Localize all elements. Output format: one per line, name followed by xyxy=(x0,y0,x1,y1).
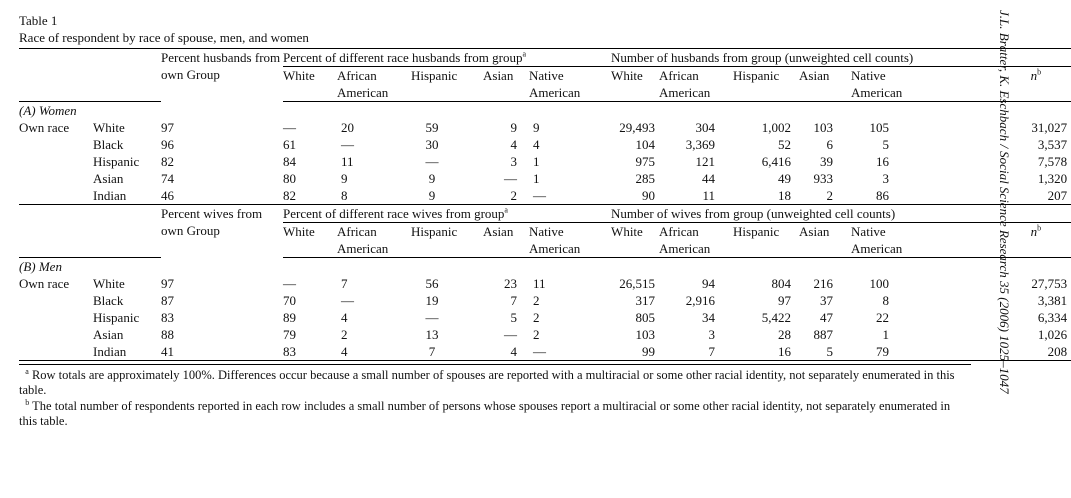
percent-cell: 9 xyxy=(533,120,540,135)
count-cell: 216 xyxy=(813,276,834,291)
n-cell: 3,381 xyxy=(1037,293,1068,308)
percent-cell: 79 xyxy=(283,327,296,342)
column-header: White xyxy=(603,67,659,102)
footnotes xyxy=(19,364,971,429)
footnote-b: $^b$ The total number of respondents reported in each row includes a small number of persons whose spouses report a multiracial or some other racial identity, not separately enumerated in this table. xyxy=(19,397,951,428)
column-header: Asian xyxy=(799,223,851,258)
n-cell: 1,320 xyxy=(1037,171,1068,186)
count-cell: 16 xyxy=(876,154,890,169)
count-cell: 887 xyxy=(813,327,834,342)
count-cell: 37 xyxy=(820,293,834,308)
percent-cell: 80 xyxy=(283,171,296,186)
n-cell: 31,027 xyxy=(1031,120,1068,135)
count-cell: 18 xyxy=(733,187,799,205)
table-row xyxy=(19,309,1071,326)
percent-cell: 4 xyxy=(510,137,517,152)
count-cell: 103 xyxy=(635,327,656,342)
table-row xyxy=(19,170,1071,187)
row-race: Black xyxy=(93,293,124,308)
percent-cell: 7 xyxy=(510,293,517,308)
table-title: Race of respondent by race of spouse, men, and women xyxy=(19,30,309,45)
count-cell: 2 xyxy=(799,187,851,205)
section-row xyxy=(19,102,1071,120)
row-race: Asian xyxy=(93,171,124,186)
header-row xyxy=(19,49,1071,67)
column-header: White xyxy=(283,223,337,258)
own-group-percent: 46 xyxy=(161,187,283,205)
n-cell: 208 xyxy=(931,343,1071,361)
percent-cell: 4 xyxy=(483,343,529,361)
row-race: Indian xyxy=(93,343,161,361)
percent-cell: 59 xyxy=(425,120,439,135)
percent-cell: — xyxy=(341,137,354,152)
own-race-label xyxy=(19,170,93,187)
percent-cell: 11 xyxy=(533,276,546,291)
header-percent-different: Percent of different race wives from group$^a$ xyxy=(283,205,603,223)
header-own-group: Percent husbands from own Group xyxy=(161,49,283,102)
count-cell: 1,002 xyxy=(761,120,792,135)
count-cell: 16 xyxy=(733,343,799,361)
count-cell: 86 xyxy=(851,187,931,205)
percent-cell: 83 xyxy=(283,343,337,361)
column-header: Asian xyxy=(483,67,529,102)
own-group-percent: 88 xyxy=(161,327,174,342)
own-race-label xyxy=(19,187,93,205)
percent-cell: 7 xyxy=(411,343,483,361)
count-cell: 6,416 xyxy=(761,154,792,169)
percent-cell: — xyxy=(504,327,517,342)
header-row xyxy=(19,205,1071,223)
column-header: African American xyxy=(659,67,733,102)
own-group-percent: 87 xyxy=(161,293,174,308)
percent-cell: 2 xyxy=(533,293,540,308)
percent-cell: — xyxy=(425,310,439,325)
percent-cell: — xyxy=(504,171,517,186)
table-row xyxy=(19,187,1071,205)
percent-cell: 7 xyxy=(341,276,348,291)
row-race: Indian xyxy=(93,187,161,205)
column-header: Asian xyxy=(799,67,851,102)
count-cell: 90 xyxy=(603,187,659,205)
count-cell: 49 xyxy=(778,171,792,186)
count-cell: 7 xyxy=(659,343,733,361)
count-cell: 34 xyxy=(702,310,716,325)
own-group-percent: 97 xyxy=(161,120,174,135)
table-row xyxy=(19,343,1071,361)
count-cell: 44 xyxy=(702,171,716,186)
percent-cell: 2 xyxy=(483,187,529,205)
count-cell: 105 xyxy=(869,120,890,135)
count-cell: 97 xyxy=(778,293,792,308)
count-cell: 28 xyxy=(778,327,792,342)
percent-cell: 1 xyxy=(533,171,540,186)
footnote-a: $^a$ Row totals are approximately 100%. Differences occur because a small number of spouses are reported with a multiracial or some other racial identity, not separately enumerated in this table. xyxy=(19,366,955,397)
count-cell: 2,916 xyxy=(685,293,716,308)
running-head: J.L. Bratter, K. Eschbach / Social Science Research 35 (2006) 1025–1047 xyxy=(997,10,1012,394)
own-group-percent: 97 xyxy=(161,276,174,291)
count-cell: 1 xyxy=(882,327,890,342)
percent-cell: 4 xyxy=(533,137,540,152)
column-header: Native American xyxy=(529,223,603,258)
percent-cell: 30 xyxy=(425,137,439,152)
count-cell: 26,515 xyxy=(619,276,656,291)
percent-cell: 9 xyxy=(341,171,348,186)
section-label: (B) Men xyxy=(19,259,62,274)
percent-cell: 9 xyxy=(411,187,483,205)
row-race: Asian xyxy=(93,327,124,342)
table-row xyxy=(19,326,1071,343)
n-cell: 7,578 xyxy=(1037,154,1068,169)
n-cell: 207 xyxy=(931,187,1071,205)
table-row xyxy=(19,275,1071,292)
percent-cell: — xyxy=(341,293,354,308)
column-header: African American xyxy=(337,67,411,102)
own-race-label xyxy=(19,292,93,309)
section-label: (A) Women xyxy=(19,103,77,118)
own-race-label: Own race xyxy=(19,276,70,291)
header-number-from-group: Number of wives from group (unweighted cell counts) xyxy=(603,205,1071,223)
column-header: African American xyxy=(659,223,733,258)
row-race: White xyxy=(93,120,125,135)
column-header: Native American xyxy=(851,223,931,258)
percent-cell: 70 xyxy=(283,293,296,308)
header-own-group: Percent wives from own Group xyxy=(161,206,263,238)
header-blank xyxy=(19,49,161,67)
percent-cell: 2 xyxy=(341,327,348,342)
count-cell: 39 xyxy=(820,154,834,169)
percent-cell: 5 xyxy=(510,310,517,325)
column-header: Hispanic xyxy=(411,223,483,258)
count-cell: 11 xyxy=(659,187,733,205)
n-cell: 6,334 xyxy=(1037,310,1068,325)
count-cell: 805 xyxy=(635,310,656,325)
percent-cell: — xyxy=(529,343,603,361)
column-header-n: $n^b$ xyxy=(931,67,1071,102)
own-group-percent: 96 xyxy=(161,137,174,152)
data-table xyxy=(19,48,1071,361)
header-percent-different: Percent of different race husbands from group$^a$ xyxy=(283,49,603,67)
count-cell: 8 xyxy=(882,293,890,308)
count-cell: 100 xyxy=(869,276,890,291)
row-race: Hispanic xyxy=(93,310,140,325)
own-group-percent: 83 xyxy=(161,310,174,325)
column-header-n: $n^b$ xyxy=(931,223,1071,258)
own-race-label xyxy=(19,326,93,343)
column-header: Hispanic xyxy=(411,67,483,102)
n-cell: 3,537 xyxy=(1037,137,1068,152)
percent-cell: — xyxy=(529,187,603,205)
header-number-from-group: Number of husbands from group (unweighted cell counts) xyxy=(603,49,1071,67)
table-label: Table 1 xyxy=(19,13,58,28)
n-cell: 27,753 xyxy=(1031,276,1068,291)
percent-cell: 23 xyxy=(504,276,517,291)
header-blank xyxy=(19,205,161,223)
table-row xyxy=(19,136,1071,153)
column-header: Hispanic xyxy=(733,67,799,102)
percent-cell: 4 xyxy=(341,310,348,325)
section-row xyxy=(19,258,1071,276)
own-group-percent: 74 xyxy=(161,171,174,186)
percent-cell: 2 xyxy=(533,327,540,342)
header-blank xyxy=(19,223,161,258)
count-cell: 285 xyxy=(635,171,656,186)
count-cell: 47 xyxy=(820,310,834,325)
own-race-label xyxy=(19,309,93,326)
own-group-percent: 41 xyxy=(161,343,283,361)
own-race-label xyxy=(19,343,93,361)
own-race-label xyxy=(19,153,93,170)
percent-cell: 3 xyxy=(510,154,517,169)
table-row xyxy=(19,153,1071,170)
own-group-percent: 82 xyxy=(161,154,174,169)
count-cell: 304 xyxy=(695,120,716,135)
column-header: White xyxy=(603,223,659,258)
percent-cell: 9 xyxy=(428,171,436,186)
column-header: Hispanic xyxy=(733,223,799,258)
count-cell: 99 xyxy=(603,343,659,361)
count-cell: 804 xyxy=(771,276,792,291)
count-cell: 5 xyxy=(882,137,890,152)
table-row xyxy=(19,119,1071,136)
percent-cell: 82 xyxy=(283,187,337,205)
percent-cell: — xyxy=(425,154,439,169)
percent-cell: 61 xyxy=(283,137,296,152)
count-cell: 121 xyxy=(695,154,716,169)
percent-cell: 4 xyxy=(337,343,411,361)
count-cell: 3,369 xyxy=(685,137,716,152)
percent-cell: 89 xyxy=(283,310,296,325)
row-race: White xyxy=(93,276,125,291)
column-header: White xyxy=(283,67,337,102)
count-cell: 6 xyxy=(826,137,834,152)
percent-cell: 11 xyxy=(341,154,354,169)
count-cell: 975 xyxy=(635,154,656,169)
percent-cell: — xyxy=(283,276,296,291)
count-cell: 94 xyxy=(702,276,716,291)
percent-cell: 84 xyxy=(283,154,296,169)
percent-cell: 1 xyxy=(533,154,540,169)
count-cell: 5 xyxy=(799,343,851,361)
own-race-label xyxy=(19,136,93,153)
column-header: Native American xyxy=(529,67,603,102)
percent-cell: 56 xyxy=(425,276,439,291)
count-cell: 3 xyxy=(882,171,890,186)
count-cell: 317 xyxy=(635,293,656,308)
count-cell: 104 xyxy=(635,137,656,152)
column-header: Native American xyxy=(851,67,931,102)
percent-cell: 13 xyxy=(425,327,439,342)
column-header: African American xyxy=(337,223,411,258)
percent-cell: 8 xyxy=(337,187,411,205)
count-cell: 29,493 xyxy=(619,120,656,135)
header-blank xyxy=(19,67,161,102)
row-race: Hispanic xyxy=(93,154,140,169)
count-cell: 22 xyxy=(876,310,890,325)
count-cell: 5,422 xyxy=(761,310,792,325)
percent-cell: 19 xyxy=(425,293,439,308)
n-cell: 1,026 xyxy=(1037,327,1068,342)
percent-cell: 2 xyxy=(533,310,540,325)
own-race-label: Own race xyxy=(19,120,70,135)
percent-cell: 9 xyxy=(510,120,517,135)
count-cell: 79 xyxy=(851,343,931,361)
percent-cell: — xyxy=(283,120,296,135)
count-cell: 3 xyxy=(708,327,716,342)
count-cell: 933 xyxy=(813,171,834,186)
table-row xyxy=(19,292,1071,309)
percent-cell: 20 xyxy=(341,120,354,135)
count-cell: 52 xyxy=(778,137,792,152)
row-race: Black xyxy=(93,137,124,152)
column-header: Asian xyxy=(483,223,529,258)
count-cell: 103 xyxy=(813,120,834,135)
